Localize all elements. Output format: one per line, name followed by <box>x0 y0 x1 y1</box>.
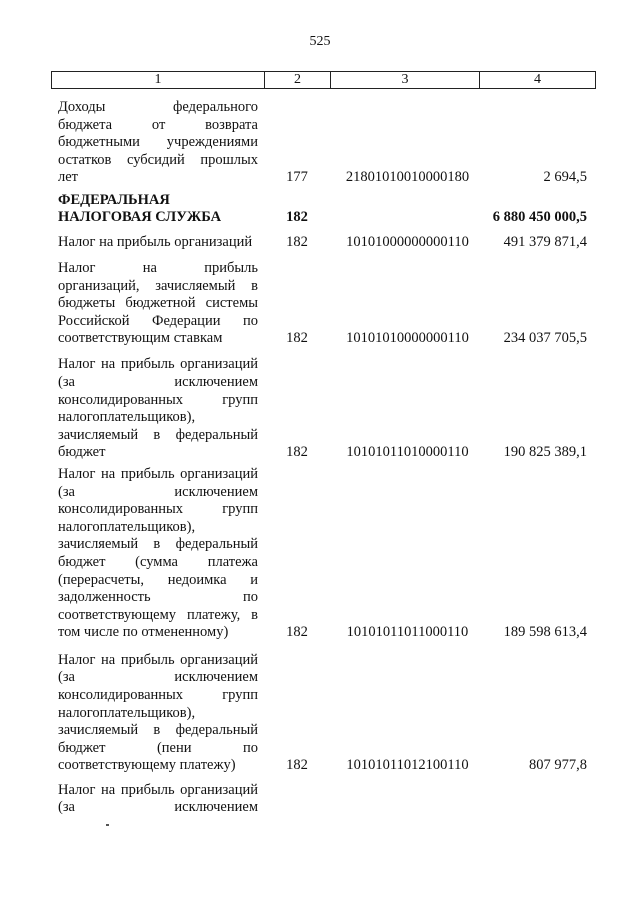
row-budget-code: 21801010010000180 <box>345 169 470 186</box>
description-line: Налог на прибыль организаций <box>58 781 258 798</box>
row-admin-code: 182 <box>286 444 308 461</box>
description-line: организаций, зачисляемый в <box>58 277 258 294</box>
description-line: зачисляемый в федеральный <box>58 536 258 553</box>
description-line: консолидированных групп <box>58 687 258 704</box>
description-line: Доходы федерального <box>58 99 258 116</box>
description-line: (за исключением <box>58 669 258 686</box>
row-admin-code: 182 <box>286 757 308 774</box>
row-budget-code: 10101011010000110 <box>346 444 469 461</box>
row-budget-code: 10101011012100110 <box>346 757 469 774</box>
row-amount: 234 037 705,5 <box>503 330 587 347</box>
description-line: зачисляемый в федеральный <box>58 722 258 739</box>
header-col-3: 3 <box>401 72 409 87</box>
row-amount: 491 379 871,4 <box>503 234 587 251</box>
description-line: бюджета от возврата <box>58 116 258 133</box>
description-line: (за исключением <box>58 799 258 816</box>
description-line: бюджетными учреждениями <box>58 134 258 151</box>
description-line: НАЛОГОВАЯ СЛУЖБА <box>58 209 222 226</box>
description-line: ФЕДЕРАЛЬНАЯ <box>58 191 170 208</box>
description-line: Налог на прибыль организаций <box>58 651 258 668</box>
header-col-1: 1 <box>154 72 162 87</box>
description-line: налогоплательщиков), <box>58 409 196 426</box>
description-line: соответствующим ставкам <box>58 330 223 347</box>
description-line: зачисляемый в федеральный <box>58 426 258 443</box>
row-admin-code: 182 <box>286 234 308 251</box>
row-amount: 189 598 613,4 <box>503 624 587 641</box>
page-number: 525 <box>309 34 331 49</box>
description-line: Налог на прибыль организаций <box>58 234 253 251</box>
description-line: бюджет <box>58 444 106 461</box>
description-line: задолженность по <box>58 589 258 606</box>
description-line: консолидированных групп <box>58 501 258 518</box>
row-amount: 2 694,5 <box>543 169 587 186</box>
description-line: (перерасчеты, недоимка и <box>58 571 258 588</box>
description-line: Налог на прибыль <box>58 260 258 277</box>
description-line: консолидированных групп <box>58 391 258 408</box>
description-line: Налог на прибыль организаций <box>58 466 258 483</box>
row-admin-code: 182 <box>286 624 308 641</box>
description-line: налогоплательщиков), <box>58 518 196 535</box>
row-amount: 807 977,8 <box>529 757 587 774</box>
description-line: бюджет (пени по <box>58 739 258 756</box>
row-budget-code: 10101011011000110 <box>346 624 469 641</box>
description-line: бюджеты бюджетной системы <box>58 295 258 312</box>
row-admin-code: 182 <box>286 330 308 347</box>
description-line: Налог на прибыль организаций <box>58 356 258 373</box>
description-line: налогоплательщиков), <box>58 704 196 721</box>
row-description <box>58 782 258 817</box>
row-admin-code: 177 <box>286 169 308 186</box>
description-line: Российской Федерации по <box>58 312 258 329</box>
row-budget-code: 10101000000000110 <box>346 234 469 251</box>
description-line: соответствующему платежу) <box>58 757 236 774</box>
description-line: соответствующему платежу, в <box>58 606 258 623</box>
description-line: бюджет (сумма платежа <box>58 554 258 571</box>
row-budget-code: 10101010000000110 <box>346 330 469 347</box>
description-line: том числе по отмененному) <box>58 624 229 641</box>
row-amount: 6 880 450 000,5 <box>492 209 587 226</box>
row-admin-code: 182 <box>286 209 308 226</box>
header-col-4: 4 <box>534 72 541 87</box>
description-line: (за исключением <box>58 483 258 500</box>
scan-mark <box>106 824 109 826</box>
header-col-2: 2 <box>294 72 301 87</box>
row-amount: 190 825 389,1 <box>503 444 587 461</box>
description-line: (за исключением <box>58 374 258 391</box>
description-line: остатков субсидий прошлых <box>58 151 258 168</box>
description-line: лет <box>58 169 79 186</box>
